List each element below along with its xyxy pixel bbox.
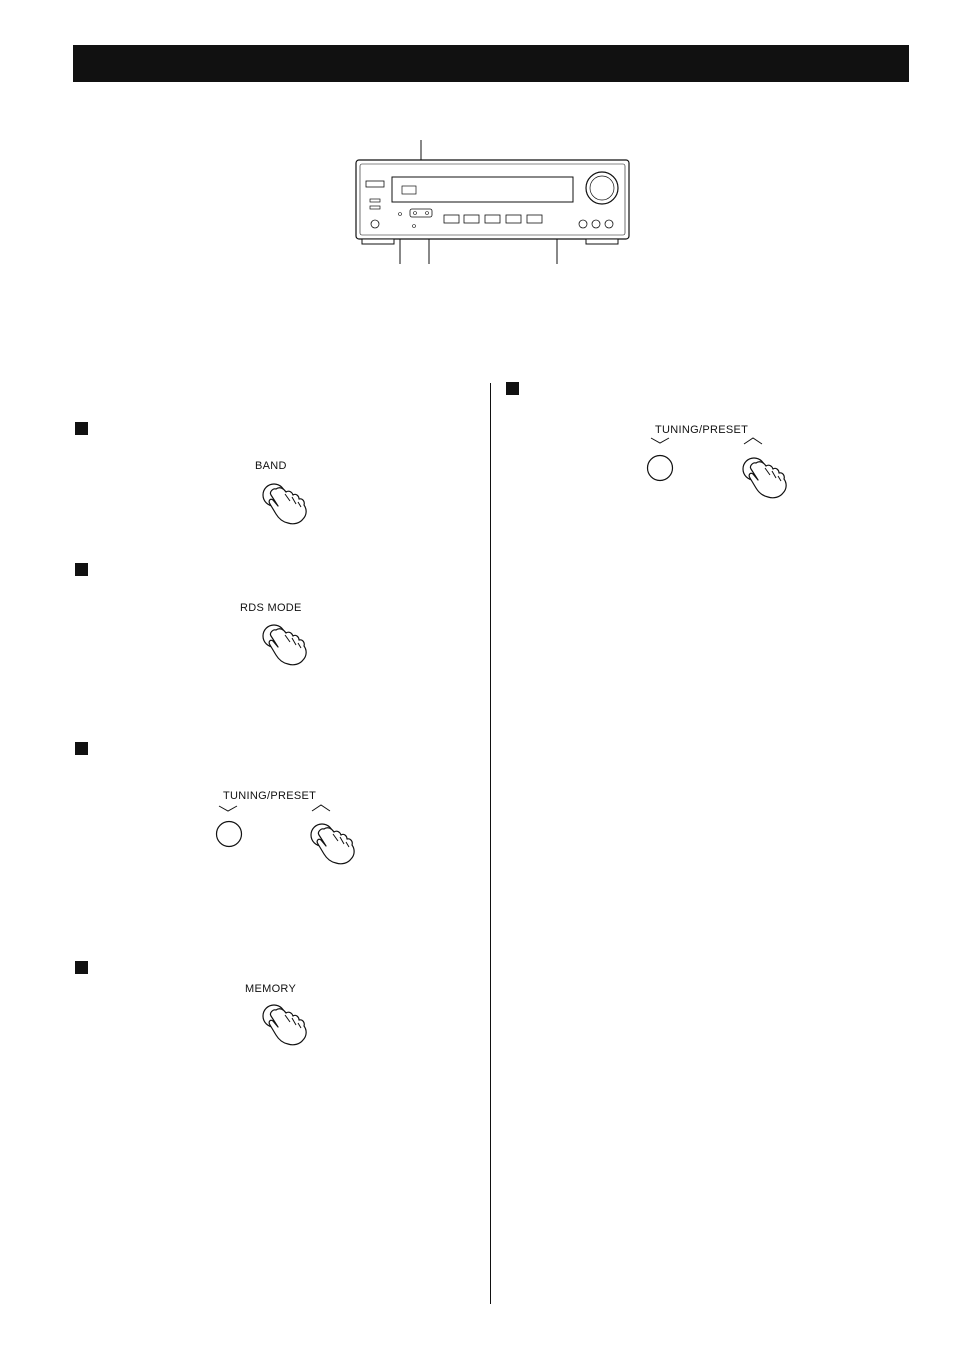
hand-press-icon <box>735 450 805 505</box>
chevron-down-icon <box>218 804 240 814</box>
hand-press-icon <box>303 816 373 871</box>
hand-press-icon <box>255 997 325 1052</box>
column-divider <box>490 383 491 1304</box>
memory-button-label: MEMORY <box>245 983 297 995</box>
section-header-bar <box>73 45 909 82</box>
step-marker-2 <box>75 563 88 576</box>
round-button-icon <box>214 819 244 849</box>
step-marker-1 <box>75 422 88 435</box>
rds-mode-button-label: RDS MODE <box>240 602 302 614</box>
tuning-preset-label: TUNING/PRESET <box>223 790 317 802</box>
round-button-icon <box>645 453 675 483</box>
band-button-label: BAND <box>255 460 287 472</box>
tuning-preset-label: TUNING/PRESET <box>655 424 749 436</box>
hand-press-icon <box>255 617 325 672</box>
chevron-down-icon <box>650 436 672 446</box>
chevron-up-icon <box>743 436 765 446</box>
chevron-up-icon <box>311 803 333 813</box>
step-marker-4 <box>75 961 88 974</box>
step-marker-5 <box>506 382 519 395</box>
step-marker-3 <box>75 742 88 755</box>
receiver-front-panel-illustration <box>352 140 632 270</box>
hand-press-icon <box>255 476 325 531</box>
